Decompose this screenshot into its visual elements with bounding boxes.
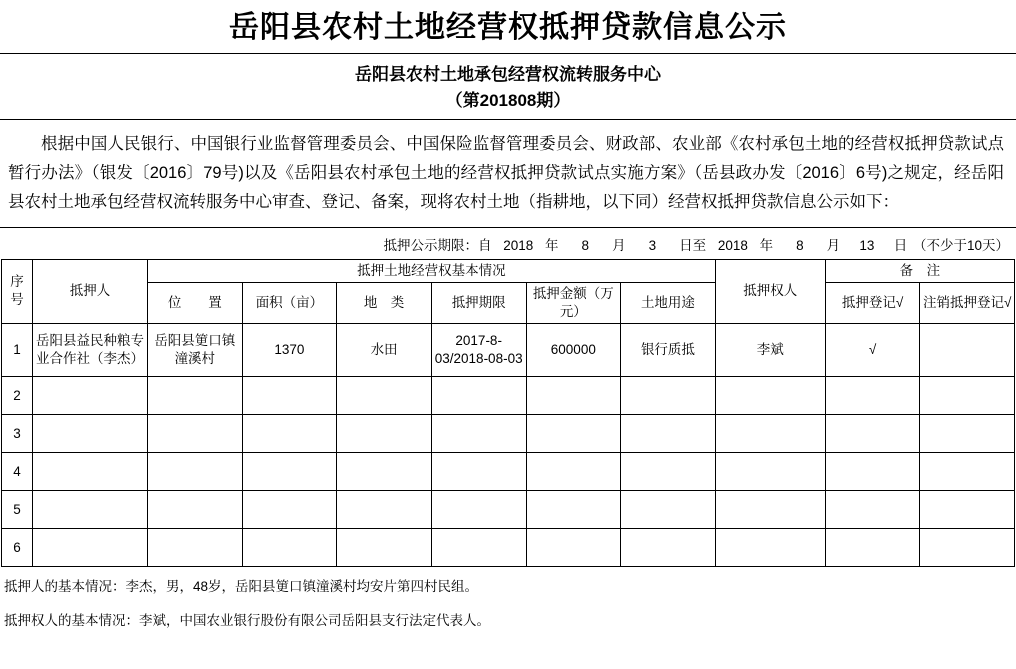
cell-cancel-registration	[920, 415, 1015, 453]
header-holder: 抵押权人	[715, 259, 825, 324]
cell-term	[431, 529, 526, 567]
cell-mortgagor	[33, 529, 148, 567]
header-term: 抵押期限	[431, 282, 526, 323]
table-row	[2, 491, 1015, 529]
period-start-month: 8	[581, 237, 590, 253]
header-amount: 抵押金额（万元）	[526, 282, 621, 323]
header-registration: 抵押登记√	[825, 282, 920, 323]
table-head	[2, 259, 1015, 324]
cell-area: 1370	[242, 324, 337, 377]
cell-term	[431, 415, 526, 453]
holder-note: 抵押权人的基本情况：李斌，中国农业银行股份有限公司岳阳县支行法定代表人。	[4, 612, 490, 628]
cell-amount	[526, 491, 621, 529]
table-row	[2, 453, 1015, 491]
cell-cancel-registration	[920, 453, 1015, 491]
period-year-unit-2: 年	[759, 237, 774, 253]
notice-paragraph: 根据中国人民银行、中国银行业监督管理委员会、中国保险监督管理委员会、财政部、农业部《农村承包土地的经营权抵押贷款试点暂行办法》（银发〔2016〕79号)以及《岳阳县农村承包土地的经营权抵押贷款试点实施方案》（岳县政办发〔2016〕6号)之规定，经岳阳县农村土地承包经营权流转服务中心审查、登记、备案，现将农村土地（指耕地，以下同）经营权抵押贷款信息公示如下：	[8, 135, 1004, 211]
period-year-unit-1: 年	[545, 237, 559, 253]
cell-land-type	[337, 491, 432, 529]
mortgage-info-table	[1, 259, 1015, 568]
issue-number: （第201808期）	[445, 90, 571, 110]
cell-term	[431, 453, 526, 491]
period-tail-note: （不少于10天）	[912, 237, 1009, 253]
cell-registration: √	[825, 324, 920, 377]
cell-use	[621, 377, 716, 415]
notice-paragraph-block	[0, 120, 1016, 228]
cell-location	[148, 529, 243, 567]
cell-amount	[526, 529, 621, 567]
cell-area	[242, 453, 337, 491]
cell-registration	[825, 453, 920, 491]
table-row	[2, 529, 1015, 567]
cell-area	[242, 377, 337, 415]
cell-location	[148, 491, 243, 529]
header-land-type: 地 类	[337, 282, 432, 323]
period-end-month: 8	[796, 237, 804, 253]
cell-use	[621, 529, 716, 567]
cell-location: 岳阳县筻口镇潼溪村	[148, 324, 243, 377]
cell-holder	[715, 377, 825, 415]
period-start-day: 3	[648, 237, 657, 253]
cell-registration	[825, 415, 920, 453]
header-remark: 备 注	[825, 259, 1014, 282]
cell-seq: 6	[2, 529, 33, 567]
cell-registration	[825, 491, 920, 529]
cell-cancel-registration	[920, 377, 1015, 415]
cell-location	[148, 415, 243, 453]
period-label: 抵押公示期限：自	[383, 237, 492, 253]
header-seq: 序号	[2, 259, 33, 324]
cell-holder	[715, 529, 825, 567]
cell-cancel-registration	[920, 324, 1015, 377]
cell-holder	[715, 491, 825, 529]
header-land-group: 抵押土地经营权基本情况	[148, 259, 716, 282]
cell-holder	[715, 415, 825, 453]
table-body	[2, 324, 1015, 567]
period-day-unit-1: 日至	[679, 237, 707, 253]
cell-term: 2017-8-03/2018-08-03	[431, 324, 526, 377]
cell-seq: 4	[2, 453, 33, 491]
cell-use	[621, 453, 716, 491]
cell-seq: 5	[2, 491, 33, 529]
cell-amount: 600000	[526, 324, 621, 377]
cell-area	[242, 529, 337, 567]
cell-mortgagor	[33, 453, 148, 491]
cell-mortgagor	[33, 491, 148, 529]
header-use: 土地用途	[621, 282, 716, 323]
cell-area	[242, 491, 337, 529]
period-start-year: 2018	[503, 237, 534, 253]
cell-use	[621, 491, 716, 529]
cell-amount	[526, 377, 621, 415]
cell-mortgagor	[33, 377, 148, 415]
table-row	[2, 415, 1015, 453]
cell-cancel-registration	[920, 491, 1015, 529]
table-header-row-2	[2, 282, 1015, 323]
table-row	[2, 324, 1015, 377]
cell-land-type	[337, 453, 432, 491]
cell-holder	[715, 453, 825, 491]
cell-amount	[526, 453, 621, 491]
title-block	[0, 0, 1016, 54]
cell-location	[148, 377, 243, 415]
cell-mortgagor	[33, 415, 148, 453]
cell-area	[242, 415, 337, 453]
cell-mortgagor: 岳阳县益民种粮专业合作社（李杰）	[33, 324, 148, 377]
header-location: 位 置	[148, 282, 243, 323]
period-day-unit-2: 日	[893, 237, 908, 253]
cell-seq: 3	[2, 415, 33, 453]
cell-registration	[825, 377, 920, 415]
table-header-row-1	[2, 259, 1015, 282]
period-end-day: 13	[859, 237, 875, 253]
table-row	[2, 377, 1015, 415]
header-mortgagor: 抵押人	[33, 259, 148, 324]
subtitle-block	[0, 54, 1016, 120]
cell-land-type	[337, 377, 432, 415]
cell-cancel-registration	[920, 529, 1015, 567]
period-end-year: 2018	[717, 237, 748, 253]
cell-term	[431, 491, 526, 529]
page-title: 岳阳县农村土地经营权抵押贷款信息公示	[229, 11, 787, 44]
cell-land-type	[337, 415, 432, 453]
cell-registration	[825, 529, 920, 567]
cell-land-type	[337, 529, 432, 567]
cell-amount	[526, 415, 621, 453]
header-cancel-registration: 注销抵押登记√	[920, 282, 1015, 323]
cell-land-type: 水田	[337, 324, 432, 377]
publicity-period-row	[0, 228, 1016, 259]
cell-seq: 1	[2, 324, 33, 377]
period-month-unit-2: 月	[826, 237, 841, 253]
cell-holder: 李斌	[715, 324, 825, 377]
cell-use: 银行质抵	[621, 324, 716, 377]
header-area: 面积（亩）	[242, 282, 337, 323]
period-month-unit-1: 月	[612, 237, 626, 253]
cell-location	[148, 453, 243, 491]
cell-seq: 2	[2, 377, 33, 415]
mortgagor-note: 抵押人的基本情况：李杰，男，48岁，岳阳县筻口镇潼溪村均安片第四村民组。	[4, 579, 479, 595]
cell-use	[621, 415, 716, 453]
organization-name: 岳阳县农村土地承包经营权流转服务中心	[355, 65, 661, 84]
cell-term	[431, 377, 526, 415]
